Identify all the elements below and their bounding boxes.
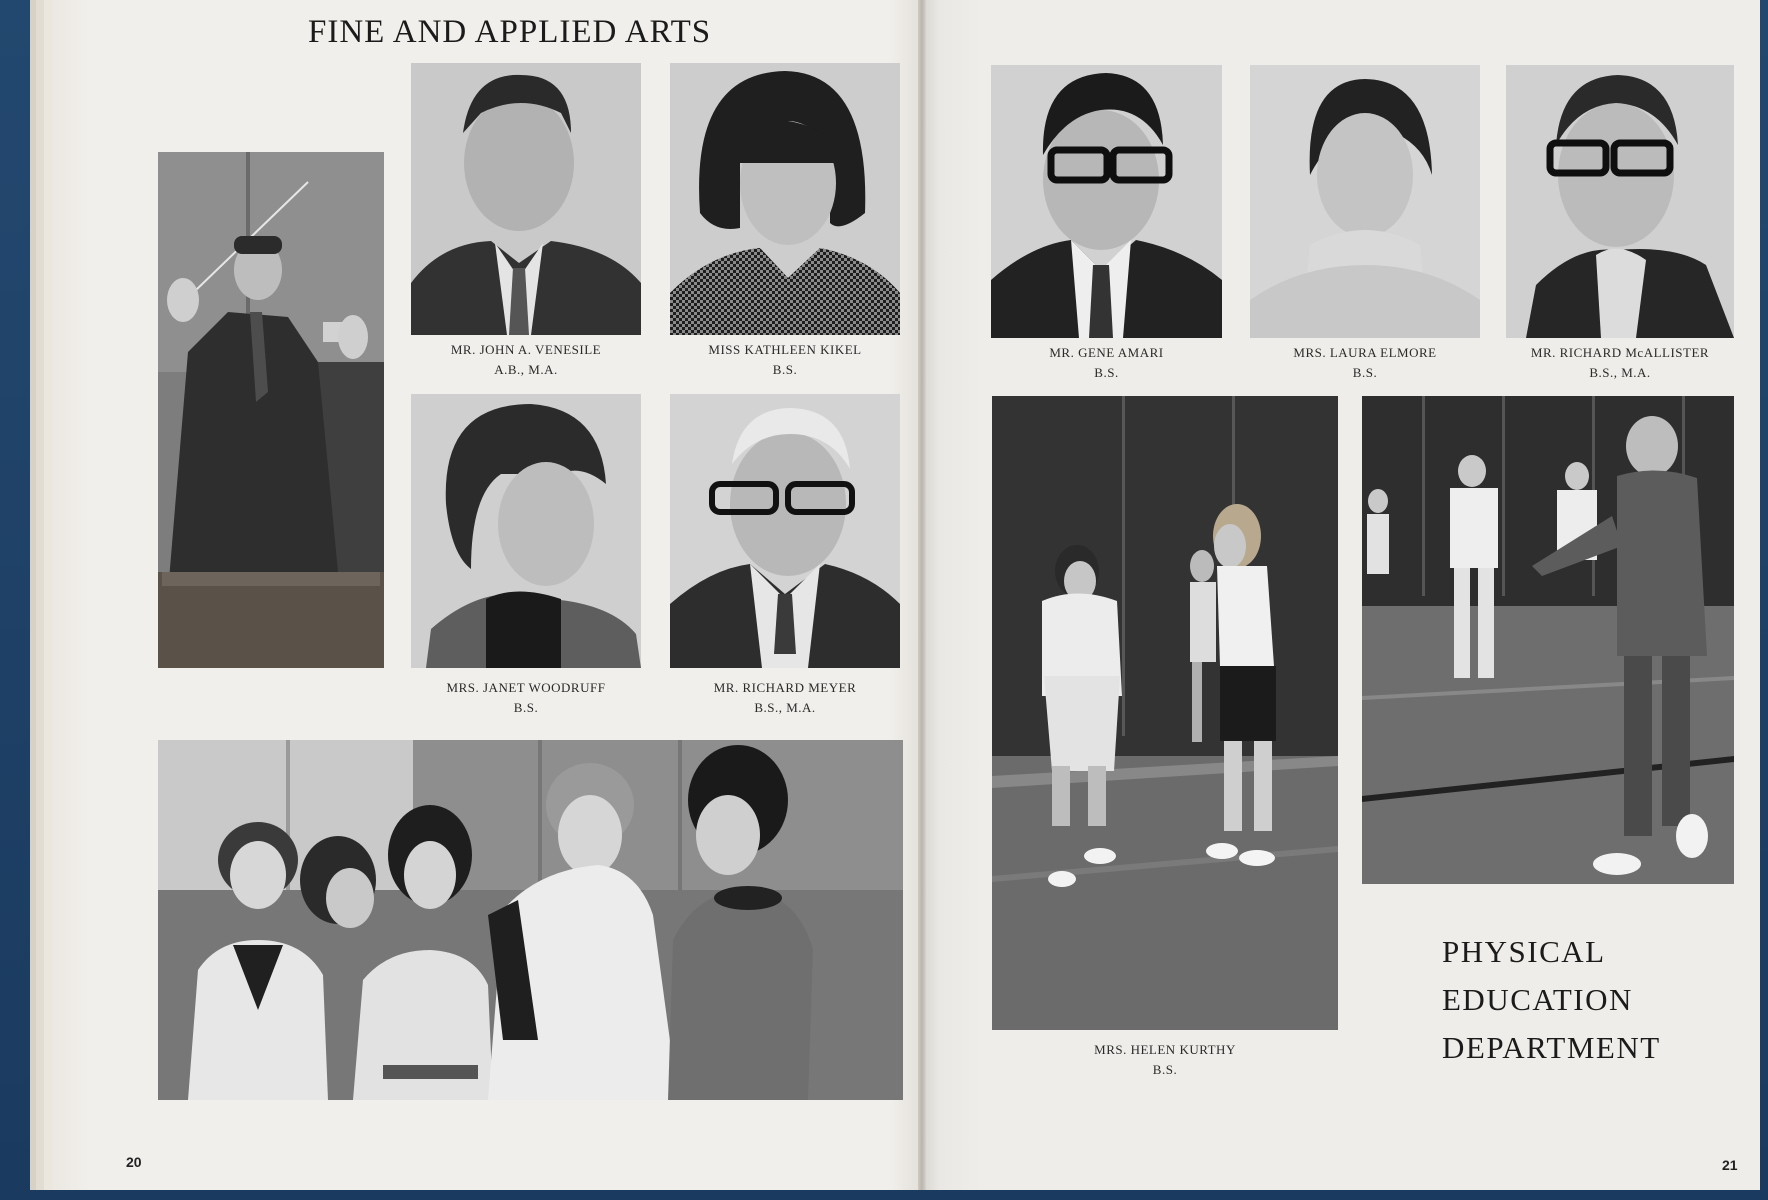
caption-kurthy-degree: B.S. xyxy=(1152,1062,1178,1077)
fine-arts-heading: FINE AND APPLIED ARTS xyxy=(308,14,712,50)
caption-amari xyxy=(991,343,1222,383)
portrait-gene-amari xyxy=(991,65,1222,338)
gym-photo-class xyxy=(1362,396,1734,884)
pe-heading-line-3: DEPARTMENT xyxy=(1442,1030,1661,1065)
portrait-richard-mcallister xyxy=(1506,65,1734,338)
portrait-laura-elmore xyxy=(1250,65,1480,338)
conductor-photo xyxy=(158,152,384,668)
caption-kikel-degree: B.S. xyxy=(772,362,798,377)
caption-amari-degree: B.S. xyxy=(1094,365,1119,380)
caption-mcallister-name: MR. RICHARD McALLISTER xyxy=(1530,345,1710,360)
right-page-number: 21 xyxy=(1722,1157,1738,1173)
caption-mcallister xyxy=(1506,343,1734,383)
pe-heading-line-1: PHYSICAL xyxy=(1442,934,1606,969)
students-group-photo xyxy=(158,740,903,1100)
book-gutter xyxy=(918,0,926,1190)
portrait-janet-woodruff xyxy=(411,394,641,668)
caption-venesile xyxy=(411,340,641,380)
portrait-john-venesile xyxy=(411,63,641,335)
caption-elmore-degree: B.S. xyxy=(1352,365,1378,380)
caption-elmore-name: MRS. LAURA ELMORE xyxy=(1293,345,1437,360)
gym-photo-kurthy xyxy=(992,396,1338,1030)
caption-mcallister-degree: B.S., M.A. xyxy=(1589,365,1651,380)
caption-woodruff-degree: B.S. xyxy=(513,700,539,715)
left-page-number: 20 xyxy=(126,1154,142,1170)
caption-kikel xyxy=(670,340,900,380)
caption-meyer xyxy=(670,678,900,718)
caption-meyer-degree: B.S., M.A. xyxy=(754,700,816,715)
caption-meyer-name: MR. RICHARD MEYER xyxy=(713,680,857,695)
pe-heading-line-2: EDUCATION xyxy=(1442,982,1633,1017)
caption-amari-name: MR. GENE AMARI xyxy=(1049,345,1164,360)
caption-kurthy xyxy=(992,1040,1338,1080)
caption-woodruff-name: MRS. JANET WOODRUFF xyxy=(446,680,606,695)
caption-elmore xyxy=(1250,343,1480,383)
physical-education-heading xyxy=(1442,928,1661,1072)
caption-kikel-name: MISS KATHLEEN KIKEL xyxy=(708,342,862,357)
caption-venesile-degree: A.B., M.A. xyxy=(494,362,558,377)
caption-venesile-name: MR. JOHN A. VENESILE xyxy=(450,342,602,357)
portrait-richard-meyer xyxy=(670,394,900,668)
caption-woodruff xyxy=(411,678,641,718)
portrait-kathleen-kikel xyxy=(670,63,900,335)
caption-kurthy-name: MRS. HELEN KURTHY xyxy=(1094,1042,1236,1057)
